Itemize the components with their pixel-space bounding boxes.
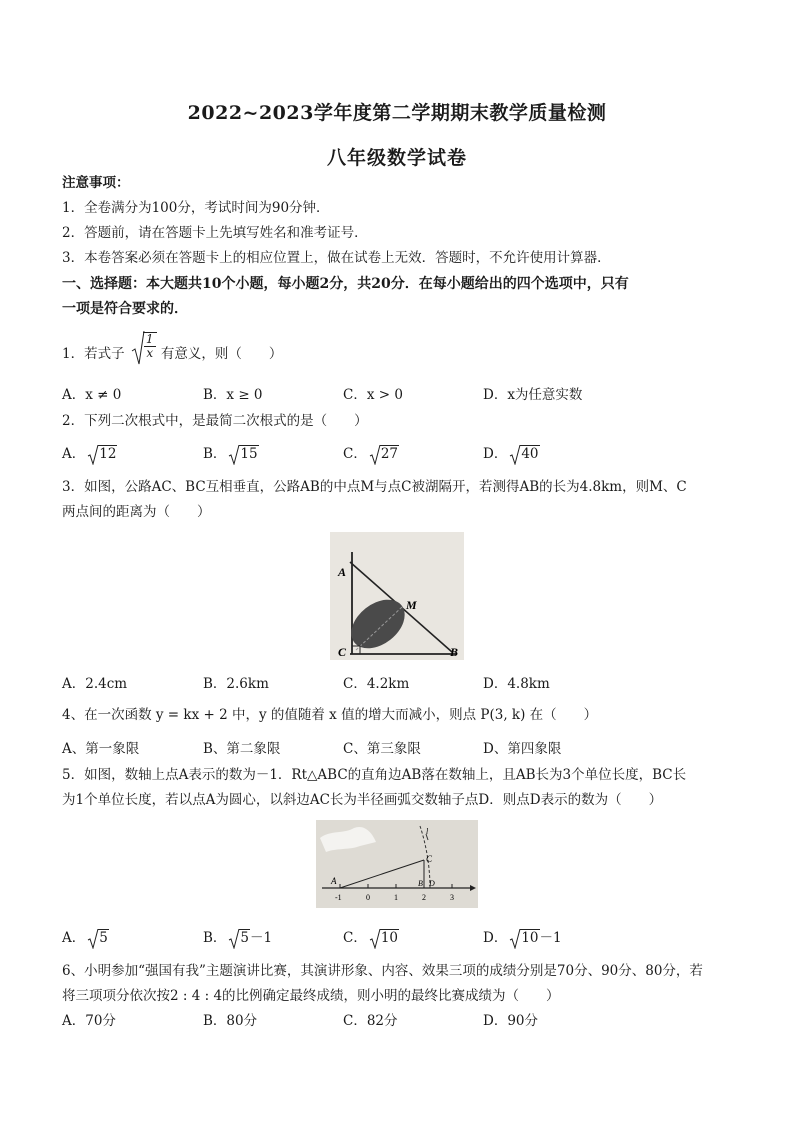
question-2-option-b: B． 15 [203,446,258,462]
question-3-stem-cont: 两点间的距离为（ ） [62,504,211,520]
question-5-stem-cont: 为1个单位长度，若以点A为圆心，以斜边AC长为半径画弧交数轴子点D．则点D表示的数为（ ） [62,792,663,808]
question-6-option-d: D．90分 [483,1013,539,1029]
question-1-stem [62,332,283,368]
tick-label: 3 [450,893,454,902]
question-3-option-a: A．2.4cm [62,676,128,692]
question-2-stem: 2．下列二次根式中，是最简二次根式的是（ ） [62,413,368,429]
label-a: A [331,876,337,886]
exam-title: 2022~2023学年度第二学期期末教学质量检测 [187,102,607,124]
fraction-numerator: 1 [145,332,154,346]
radicand: 12 [99,446,117,462]
label-b: B [450,645,459,659]
radicand: 10 [380,930,399,946]
label-b: B [418,879,423,888]
radicand: 5 [99,930,108,946]
question-1-pre: 1．若式子 [62,346,125,362]
question-5-option-b: B． 5－1 [203,930,273,946]
radicand: 27 [380,446,399,462]
label-d: D [429,879,435,888]
tick-label: -1 [335,893,342,902]
section-heading-cont: 一项是符合要求的． [62,301,188,317]
question-6-option-a: A．70分 [62,1013,116,1029]
question-6-option-b: B．80分 [203,1013,258,1029]
question-4-option-c: C、第三象限 [343,741,421,757]
question-3-option-b: B．2.6km [203,676,269,692]
tick-label: 2 [422,893,426,902]
question-4-option-a: A、第一象限 [62,741,140,757]
question-4-option-d: D、第四象限 [483,741,562,757]
radicand: 5 [240,930,250,946]
question-3-figure [330,532,464,660]
question-2-option-d: D． 40 [483,446,539,462]
question-6-stem: 6、小明参加“强国有我”主题演讲比赛，其演讲形象、内容、效果三项的成绩分别是70分、90分、80分，若 [62,963,703,979]
question-1-post: 有意义，则（ ） [160,346,283,362]
tick-label: 0 [366,893,370,902]
radicand: 40 [521,446,539,462]
question-1-option-d: D．x为任意实数 [483,387,583,403]
question-3-option-c: C．4.2km [343,676,410,692]
question-6-option-c: C．82分 [343,1013,398,1029]
radicand: 15 [240,446,258,462]
question-1-option-c: C．x > 0 [343,387,403,403]
question-5-option-c: C． 10 [343,930,399,946]
question-6-stem-cont: 将三项项分依次按2 : 4 : 4的比例确定最终成绩，则小明的最终比赛成绩为（ ） [62,988,560,1004]
question-4-option-b: B、第二象限 [203,741,281,757]
label-l: l [426,827,429,836]
option-suffix: －1 [250,930,273,946]
tick-label: 1 [394,893,398,902]
question-4-stem: 4、在一次函数 y = kx + 2 中，y 的值随着 x 值的增大而减小，则点 P(3, k) 在（ ） [62,707,598,723]
question-1-option-a: A．x ≠ 0 [62,387,122,403]
fraction-denominator: x [146,346,154,360]
label-m: M [406,598,417,612]
notes-heading: 注意事项： [62,175,130,191]
label-a: A [338,565,347,579]
sqrt-fraction [131,332,157,368]
question-5-stem: 5．如图，数轴上点A表示的数为－1．Rt△ABC的直角边AB落在数轴上，且AB长为3个单位长度，BC长 [62,767,687,783]
note-item: 3．本卷答案必须在答题卡上的相应位置上，做在试卷上无效．答题时，不允许使用计算器． [62,250,611,266]
question-3-option-d: D．4.8km [483,676,550,692]
question-5-option-d: D． 10－1 [483,930,562,946]
label-c: C [338,645,347,659]
question-5-option-a: A． 5 [62,930,108,946]
question-5-figure [316,820,478,908]
radicand: 10 [521,930,539,946]
photo-background [330,532,464,660]
question-2-option-a: A． 12 [62,446,117,462]
question-1-option-b: B．x ≥ 0 [203,387,263,403]
section-heading: 一、选择题：本大题共10个小题，每小题2分，共20分．在每小题给出的四个选项中，只有 [62,276,629,292]
note-item: 1．全卷满分为100分，考试时间为90分钟． [62,200,330,216]
label-c: C [426,854,433,864]
question-2-option-c: C． 27 [343,446,399,462]
note-item: 2．答题前，请在答题卡上先填写姓名和准考证号． [62,225,368,241]
question-3-stem: 3．如图，公路AC、BC互相垂直，公路AB的中点M与点C被湖隔开，若测得AB的长为4.8km，则M、C [62,479,687,495]
option-suffix: －1 [539,930,562,946]
exam-subtitle: 八年级数学试卷 [326,147,467,169]
